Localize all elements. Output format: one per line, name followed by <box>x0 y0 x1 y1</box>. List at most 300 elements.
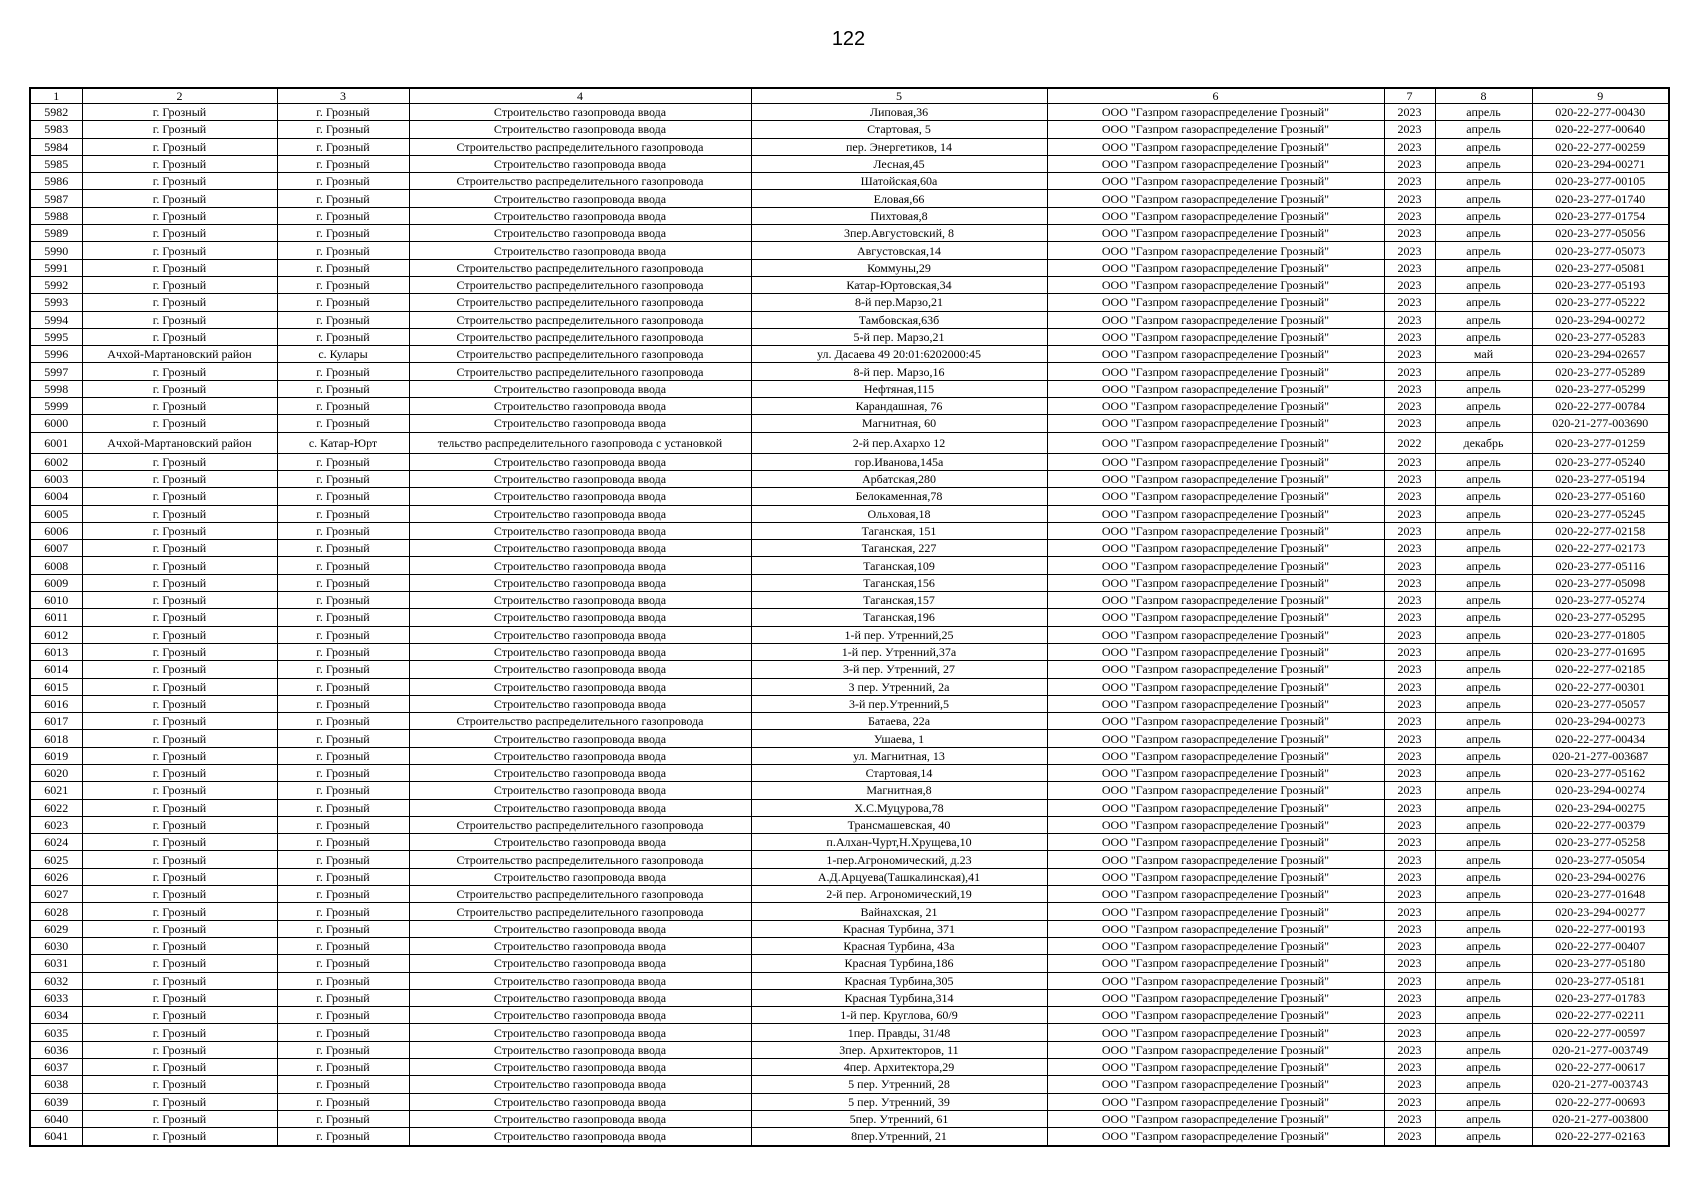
settlement-cell: г. Грозный <box>277 505 409 522</box>
organization-cell: ООО "Газпром газораспределение Грозный" <box>1047 574 1384 591</box>
district-cell: г. Грозный <box>82 730 277 747</box>
work-type-cell: Строительство газопровода ввода <box>409 747 751 764</box>
table-row <box>30 886 1669 903</box>
organization-cell: ООО "Газпром газораспределение Грозный" <box>1047 989 1384 1006</box>
address-cell: Арбатская,280 <box>751 470 1047 487</box>
registry-number-cell: 020-23-277-05193 <box>1532 276 1669 293</box>
district-cell: г. Грозный <box>82 851 277 868</box>
month-cell: апрель <box>1435 574 1532 591</box>
column-number-cell: 1 <box>30 88 82 104</box>
table-row <box>30 276 1669 293</box>
organization-cell: ООО "Газпром газораспределение Грозный" <box>1047 1110 1384 1127</box>
organization-cell: ООО "Газпром газораспределение Грозный" <box>1047 453 1384 470</box>
year-cell: 2023 <box>1384 398 1435 415</box>
address-cell: Таганская,156 <box>751 574 1047 591</box>
month-cell: апрель <box>1435 1007 1532 1024</box>
month-cell: апрель <box>1435 173 1532 190</box>
year-cell: 2023 <box>1384 955 1435 972</box>
year-cell: 2023 <box>1384 1076 1435 1093</box>
registry-number-cell: 020-22-277-02158 <box>1532 522 1669 539</box>
table-row <box>30 937 1669 954</box>
work-type-cell: Строительство газопровода ввода <box>409 522 751 539</box>
year-cell: 2023 <box>1384 346 1435 363</box>
settlement-cell: г. Грозный <box>277 415 409 432</box>
year-cell: 2023 <box>1384 643 1435 660</box>
table-row <box>30 661 1669 678</box>
settlement-cell: г. Грозный <box>277 955 409 972</box>
registry-number-cell: 020-23-277-05258 <box>1532 834 1669 851</box>
month-cell: апрель <box>1435 155 1532 172</box>
work-type-cell: Строительство газопровода ввода <box>409 868 751 885</box>
row-number-cell: 6001 <box>30 432 82 453</box>
organization-cell: ООО "Газпром газораспределение Грозный" <box>1047 121 1384 138</box>
month-cell: апрель <box>1435 398 1532 415</box>
organization-cell: ООО "Газпром газораспределение Грозный" <box>1047 328 1384 345</box>
month-cell: апрель <box>1435 259 1532 276</box>
registry-number-cell: 020-23-277-00105 <box>1532 173 1669 190</box>
settlement-cell: г. Грозный <box>277 557 409 574</box>
organization-cell: ООО "Газпром газораспределение Грозный" <box>1047 104 1384 121</box>
district-cell: г. Грозный <box>82 592 277 609</box>
district-cell: Ачхой-Мартановский район <box>82 346 277 363</box>
settlement-cell: г. Грозный <box>277 592 409 609</box>
address-cell: Красная Турбина, 371 <box>751 920 1047 937</box>
row-number-cell: 6034 <box>30 1007 82 1024</box>
registry-number-cell: 020-23-277-05274 <box>1532 592 1669 609</box>
work-type-cell: Строительство распределительного газопровода <box>409 259 751 276</box>
month-cell: апрель <box>1435 747 1532 764</box>
work-type-cell: Строительство газопровода ввода <box>409 574 751 591</box>
table-row <box>30 453 1669 470</box>
row-number-cell: 6028 <box>30 903 82 920</box>
district-cell: г. Грозный <box>82 955 277 972</box>
column-number-cell: 9 <box>1532 88 1669 104</box>
registry-number-cell: 020-22-277-00617 <box>1532 1059 1669 1076</box>
year-cell: 2023 <box>1384 730 1435 747</box>
district-cell: г. Грозный <box>82 609 277 626</box>
year-cell: 2023 <box>1384 173 1435 190</box>
district-cell: г. Грозный <box>82 1024 277 1041</box>
work-type-cell: Строительство распределительного газопровода <box>409 886 751 903</box>
month-cell: апрель <box>1435 955 1532 972</box>
row-number-cell: 5991 <box>30 259 82 276</box>
district-cell: г. Грозный <box>82 311 277 328</box>
table-row <box>30 626 1669 643</box>
row-number-cell: 6032 <box>30 972 82 989</box>
settlement-cell: г. Грозный <box>277 643 409 660</box>
work-type-cell: Строительство газопровода ввода <box>409 453 751 470</box>
address-cell: Х.С.Муцурова,78 <box>751 799 1047 816</box>
organization-cell: ООО "Газпром газораспределение Грозный" <box>1047 730 1384 747</box>
work-type-cell: Строительство газопровода ввода <box>409 540 751 557</box>
settlement-cell: г. Грозный <box>277 190 409 207</box>
row-number-cell: 6030 <box>30 937 82 954</box>
work-type-cell: Строительство газопровода ввода <box>409 626 751 643</box>
row-number-cell: 6033 <box>30 989 82 1006</box>
table-row <box>30 713 1669 730</box>
month-cell: апрель <box>1435 138 1532 155</box>
work-type-cell: Строительство газопровода ввода <box>409 1093 751 1110</box>
month-cell: апрель <box>1435 816 1532 833</box>
year-cell: 2023 <box>1384 104 1435 121</box>
year-cell: 2023 <box>1384 155 1435 172</box>
settlement-cell: г. Грозный <box>277 522 409 539</box>
table-row <box>30 1076 1669 1093</box>
month-cell: апрель <box>1435 276 1532 293</box>
month-cell: апрель <box>1435 678 1532 695</box>
district-cell: г. Грозный <box>82 363 277 380</box>
address-cell: Трансмашевская, 40 <box>751 816 1047 833</box>
settlement-cell: г. Грозный <box>277 609 409 626</box>
month-cell: апрель <box>1435 328 1532 345</box>
district-cell: г. Грозный <box>82 782 277 799</box>
month-cell: май <box>1435 346 1532 363</box>
address-cell: гор.Иванова,145а <box>751 453 1047 470</box>
district-cell: г. Грозный <box>82 104 277 121</box>
row-number-cell: 6005 <box>30 505 82 522</box>
organization-cell: ООО "Газпром газораспределение Грозный" <box>1047 488 1384 505</box>
month-cell: апрель <box>1435 1128 1532 1146</box>
address-cell: ул. Магнитная, 13 <box>751 747 1047 764</box>
organization-cell: ООО "Газпром газораспределение Грозный" <box>1047 540 1384 557</box>
work-type-cell: Строительство газопровода ввода <box>409 1041 751 1058</box>
work-type-cell: Строительство газопровода ввода <box>409 799 751 816</box>
work-type-cell: Строительство газопровода ввода <box>409 609 751 626</box>
organization-cell: ООО "Газпром газораспределение Грозный" <box>1047 955 1384 972</box>
address-cell: 5 пер. Утренний, 28 <box>751 1076 1047 1093</box>
year-cell: 2023 <box>1384 311 1435 328</box>
month-cell: апрель <box>1435 592 1532 609</box>
month-cell: апрель <box>1435 834 1532 851</box>
work-type-cell: Строительство распределительного газопровода <box>409 276 751 293</box>
year-cell: 2023 <box>1384 799 1435 816</box>
table-row <box>30 432 1669 453</box>
address-cell: 2-й пер.Ахархо 12 <box>751 432 1047 453</box>
registry-number-cell: 020-23-277-05289 <box>1532 363 1669 380</box>
row-number-cell: 6019 <box>30 747 82 764</box>
district-cell: г. Грозный <box>82 522 277 539</box>
registry-number-cell: 020-23-277-05057 <box>1532 695 1669 712</box>
settlement-cell: г. Грозный <box>277 782 409 799</box>
year-cell: 2023 <box>1384 782 1435 799</box>
organization-cell: ООО "Газпром газораспределение Грозный" <box>1047 505 1384 522</box>
registry-number-cell: 020-22-277-00407 <box>1532 937 1669 954</box>
address-cell: 1-пер.Агрономический, д.23 <box>751 851 1047 868</box>
settlement-cell: г. Грозный <box>277 225 409 242</box>
row-number-cell: 5988 <box>30 207 82 224</box>
district-cell: г. Грозный <box>82 276 277 293</box>
month-cell: апрель <box>1435 695 1532 712</box>
settlement-cell: г. Грозный <box>277 540 409 557</box>
table-row <box>30 989 1669 1006</box>
row-number-cell: 6040 <box>30 1110 82 1127</box>
year-cell: 2023 <box>1384 1093 1435 1110</box>
organization-cell: ООО "Газпром газораспределение Грозный" <box>1047 868 1384 885</box>
settlement-cell: г. Грозный <box>277 678 409 695</box>
table-row <box>30 609 1669 626</box>
column-number-cell: 4 <box>409 88 751 104</box>
organization-cell: ООО "Газпром газораспределение Грозный" <box>1047 1093 1384 1110</box>
month-cell: апрель <box>1435 609 1532 626</box>
organization-cell: ООО "Газпром газораспределение Грозный" <box>1047 972 1384 989</box>
year-cell: 2023 <box>1384 505 1435 522</box>
month-cell: апрель <box>1435 764 1532 781</box>
year-cell: 2023 <box>1384 242 1435 259</box>
settlement-cell: г. Грозный <box>277 747 409 764</box>
year-cell: 2023 <box>1384 1041 1435 1058</box>
work-type-cell: Строительство газопровода ввода <box>409 1024 751 1041</box>
column-number-row <box>30 88 1669 104</box>
district-cell: г. Грозный <box>82 834 277 851</box>
row-number-cell: 6008 <box>30 557 82 574</box>
work-type-cell: Строительство газопровода ввода <box>409 207 751 224</box>
table-row <box>30 259 1669 276</box>
address-cell: пер. Энергетиков, 14 <box>751 138 1047 155</box>
work-type-cell: Строительство распределительного газопровода <box>409 311 751 328</box>
address-cell: Красная Турбина,186 <box>751 955 1047 972</box>
district-cell: г. Грозный <box>82 643 277 660</box>
organization-cell: ООО "Газпром газораспределение Грозный" <box>1047 522 1384 539</box>
year-cell: 2023 <box>1384 816 1435 833</box>
work-type-cell: Строительство газопровода ввода <box>409 1128 751 1146</box>
year-cell: 2023 <box>1384 1007 1435 1024</box>
settlement-cell: г. Грозный <box>277 661 409 678</box>
registry-number-cell: 020-22-277-02211 <box>1532 1007 1669 1024</box>
district-cell: г. Грозный <box>82 225 277 242</box>
column-number-cell: 3 <box>277 88 409 104</box>
work-type-cell: Строительство газопровода ввода <box>409 190 751 207</box>
address-cell: Липовая,36 <box>751 104 1047 121</box>
row-number-cell: 6022 <box>30 799 82 816</box>
district-cell: г. Грозный <box>82 242 277 259</box>
year-cell: 2023 <box>1384 920 1435 937</box>
settlement-cell: г. Грозный <box>277 380 409 397</box>
year-cell: 2023 <box>1384 488 1435 505</box>
row-number-cell: 6002 <box>30 453 82 470</box>
registry-number-cell: 020-23-277-01740 <box>1532 190 1669 207</box>
table-row <box>30 207 1669 224</box>
work-type-cell: Строительство газопровода ввода <box>409 557 751 574</box>
district-cell: г. Грозный <box>82 380 277 397</box>
registry-number-cell: 020-22-277-00693 <box>1532 1093 1669 1110</box>
settlement-cell: г. Грозный <box>277 626 409 643</box>
table-row <box>30 574 1669 591</box>
table-row <box>30 1110 1669 1127</box>
address-cell: Белокаменная,78 <box>751 488 1047 505</box>
table-row <box>30 764 1669 781</box>
settlement-cell: г. Грозный <box>277 1076 409 1093</box>
district-cell: г. Грозный <box>82 557 277 574</box>
work-type-cell: Строительство распределительного газопровода <box>409 713 751 730</box>
row-number-cell: 5983 <box>30 121 82 138</box>
registry-number-cell: 020-23-277-05283 <box>1532 328 1669 345</box>
settlement-cell: г. Грозный <box>277 311 409 328</box>
year-cell: 2023 <box>1384 661 1435 678</box>
organization-cell: ООО "Газпром газораспределение Грозный" <box>1047 1024 1384 1041</box>
address-cell: Вайнахская, 21 <box>751 903 1047 920</box>
table-row <box>30 1007 1669 1024</box>
row-number-cell: 5999 <box>30 398 82 415</box>
registry-number-cell: 020-23-277-01648 <box>1532 886 1669 903</box>
district-cell: г. Грозный <box>82 138 277 155</box>
work-type-cell: Строительство газопровода ввода <box>409 730 751 747</box>
district-cell: г. Грозный <box>82 294 277 311</box>
settlement-cell: г. Грозный <box>277 730 409 747</box>
district-cell: г. Грозный <box>82 886 277 903</box>
table-row <box>30 1093 1669 1110</box>
table-row <box>30 311 1669 328</box>
organization-cell: ООО "Газпром газораспределение Грозный" <box>1047 276 1384 293</box>
organization-cell: ООО "Газпром газораспределение Грозный" <box>1047 138 1384 155</box>
column-number-cell: 6 <box>1047 88 1384 104</box>
organization-cell: ООО "Газпром газораспределение Грозный" <box>1047 155 1384 172</box>
table-row <box>30 470 1669 487</box>
table-row <box>30 851 1669 868</box>
column-number-cell: 7 <box>1384 88 1435 104</box>
work-type-cell: Строительство газопровода ввода <box>409 955 751 972</box>
address-cell: Красная Турбина,305 <box>751 972 1047 989</box>
month-cell: апрель <box>1435 851 1532 868</box>
settlement-cell: г. Грозный <box>277 989 409 1006</box>
address-cell: Таганская,109 <box>751 557 1047 574</box>
row-number-cell: 6003 <box>30 470 82 487</box>
settlement-cell: г. Грозный <box>277 173 409 190</box>
settlement-cell: г. Грозный <box>277 868 409 885</box>
address-cell: 1пер. Правды, 31/48 <box>751 1024 1047 1041</box>
district-cell: г. Грозный <box>82 972 277 989</box>
table-row <box>30 1024 1669 1041</box>
district-cell: г. Грозный <box>82 1007 277 1024</box>
year-cell: 2023 <box>1384 574 1435 591</box>
year-cell: 2023 <box>1384 138 1435 155</box>
organization-cell: ООО "Газпром газораспределение Грозный" <box>1047 1128 1384 1146</box>
registry-number-cell: 020-23-294-02657 <box>1532 346 1669 363</box>
registry-number-cell: 020-22-277-00434 <box>1532 730 1669 747</box>
address-cell: 1-й пер. Утренний,37а <box>751 643 1047 660</box>
address-cell: ул. Дасаева 49 20:01:6202000:45 <box>751 346 1047 363</box>
organization-cell: ООО "Газпром газораспределение Грозный" <box>1047 643 1384 660</box>
address-cell: Магнитная, 60 <box>751 415 1047 432</box>
month-cell: апрель <box>1435 207 1532 224</box>
address-cell: Карандашная, 76 <box>751 398 1047 415</box>
registry-number-cell: 020-23-294-00273 <box>1532 713 1669 730</box>
row-number-cell: 5996 <box>30 346 82 363</box>
row-number-cell: 5985 <box>30 155 82 172</box>
year-cell: 2023 <box>1384 328 1435 345</box>
address-cell: 3-й пер.Утренний,5 <box>751 695 1047 712</box>
address-cell: 3пер.Августовский, 8 <box>751 225 1047 242</box>
district-cell: г. Грозный <box>82 173 277 190</box>
district-cell: г. Грозный <box>82 470 277 487</box>
table-row <box>30 799 1669 816</box>
month-cell: апрель <box>1435 643 1532 660</box>
year-cell: 2023 <box>1384 1128 1435 1146</box>
address-cell: Стартовая,14 <box>751 764 1047 781</box>
registry-number-cell: 020-23-277-05073 <box>1532 242 1669 259</box>
organization-cell: ООО "Газпром газораспределение Грозный" <box>1047 242 1384 259</box>
year-cell: 2023 <box>1384 190 1435 207</box>
settlement-cell: г. Грозный <box>277 713 409 730</box>
row-number-cell: 6009 <box>30 574 82 591</box>
organization-cell: ООО "Газпром газораспределение Грозный" <box>1047 592 1384 609</box>
registry-number-cell: 020-23-294-00272 <box>1532 311 1669 328</box>
organization-cell: ООО "Газпром газораспределение Грозный" <box>1047 609 1384 626</box>
month-cell: апрель <box>1435 121 1532 138</box>
month-cell: апрель <box>1435 1059 1532 1076</box>
district-cell: г. Грозный <box>82 453 277 470</box>
district-cell: г. Грозный <box>82 695 277 712</box>
settlement-cell: г. Грозный <box>277 488 409 505</box>
address-cell: Пихтовая,8 <box>751 207 1047 224</box>
year-cell: 2023 <box>1384 713 1435 730</box>
row-number-cell: 6023 <box>30 816 82 833</box>
year-cell: 2023 <box>1384 695 1435 712</box>
year-cell: 2023 <box>1384 540 1435 557</box>
table-row <box>30 225 1669 242</box>
organization-cell: ООО "Газпром газораспределение Грозный" <box>1047 626 1384 643</box>
table-row <box>30 557 1669 574</box>
registry-number-cell: 020-21-277-003687 <box>1532 747 1669 764</box>
row-number-cell: 5994 <box>30 311 82 328</box>
address-cell: Еловая,66 <box>751 190 1047 207</box>
month-cell: апрель <box>1435 937 1532 954</box>
column-number-cell: 2 <box>82 88 277 104</box>
address-cell: 2-й пер. Агрономический,19 <box>751 886 1047 903</box>
settlement-cell: г. Грозный <box>277 816 409 833</box>
row-number-cell: 6036 <box>30 1041 82 1058</box>
work-type-cell: Строительство распределительного газопровода <box>409 173 751 190</box>
work-type-cell: Строительство распределительного газопровода <box>409 328 751 345</box>
district-cell: г. Грозный <box>82 1128 277 1146</box>
table-row <box>30 592 1669 609</box>
registry-number-cell: 020-23-277-01754 <box>1532 207 1669 224</box>
month-cell: апрель <box>1435 1024 1532 1041</box>
registry-number-cell: 020-21-277-003749 <box>1532 1041 1669 1058</box>
table-row <box>30 488 1669 505</box>
address-cell: 5пер. Утренний, 61 <box>751 1110 1047 1127</box>
address-cell: Шатойская,60а <box>751 173 1047 190</box>
row-number-cell: 6029 <box>30 920 82 937</box>
district-cell: г. Грозный <box>82 868 277 885</box>
registry-number-cell: 020-23-277-05162 <box>1532 764 1669 781</box>
work-type-cell: Строительство газопровода ввода <box>409 225 751 242</box>
year-cell: 2023 <box>1384 868 1435 885</box>
settlement-cell: г. Грозный <box>277 276 409 293</box>
settlement-cell: г. Грозный <box>277 104 409 121</box>
organization-cell: ООО "Газпром газораспределение Грозный" <box>1047 557 1384 574</box>
year-cell: 2023 <box>1384 764 1435 781</box>
registry-number-cell: 020-21-277-003690 <box>1532 415 1669 432</box>
address-cell: Лесная,45 <box>751 155 1047 172</box>
settlement-cell: г. Грозный <box>277 851 409 868</box>
table-row <box>30 834 1669 851</box>
settlement-cell: г. Грозный <box>277 1093 409 1110</box>
row-number-cell: 6013 <box>30 643 82 660</box>
table-row <box>30 155 1669 172</box>
row-number-cell: 6012 <box>30 626 82 643</box>
row-number-cell: 5984 <box>30 138 82 155</box>
registry-number-cell: 020-22-277-00430 <box>1532 104 1669 121</box>
row-number-cell: 6016 <box>30 695 82 712</box>
address-cell: Коммуны,29 <box>751 259 1047 276</box>
row-number-cell: 5995 <box>30 328 82 345</box>
settlement-cell: г. Грозный <box>277 259 409 276</box>
address-cell: Магнитная,8 <box>751 782 1047 799</box>
month-cell: апрель <box>1435 868 1532 885</box>
month-cell: апрель <box>1435 522 1532 539</box>
work-type-cell: тельство распределительного газопровода с установкой <box>409 432 751 453</box>
settlement-cell: г. Грозный <box>277 937 409 954</box>
